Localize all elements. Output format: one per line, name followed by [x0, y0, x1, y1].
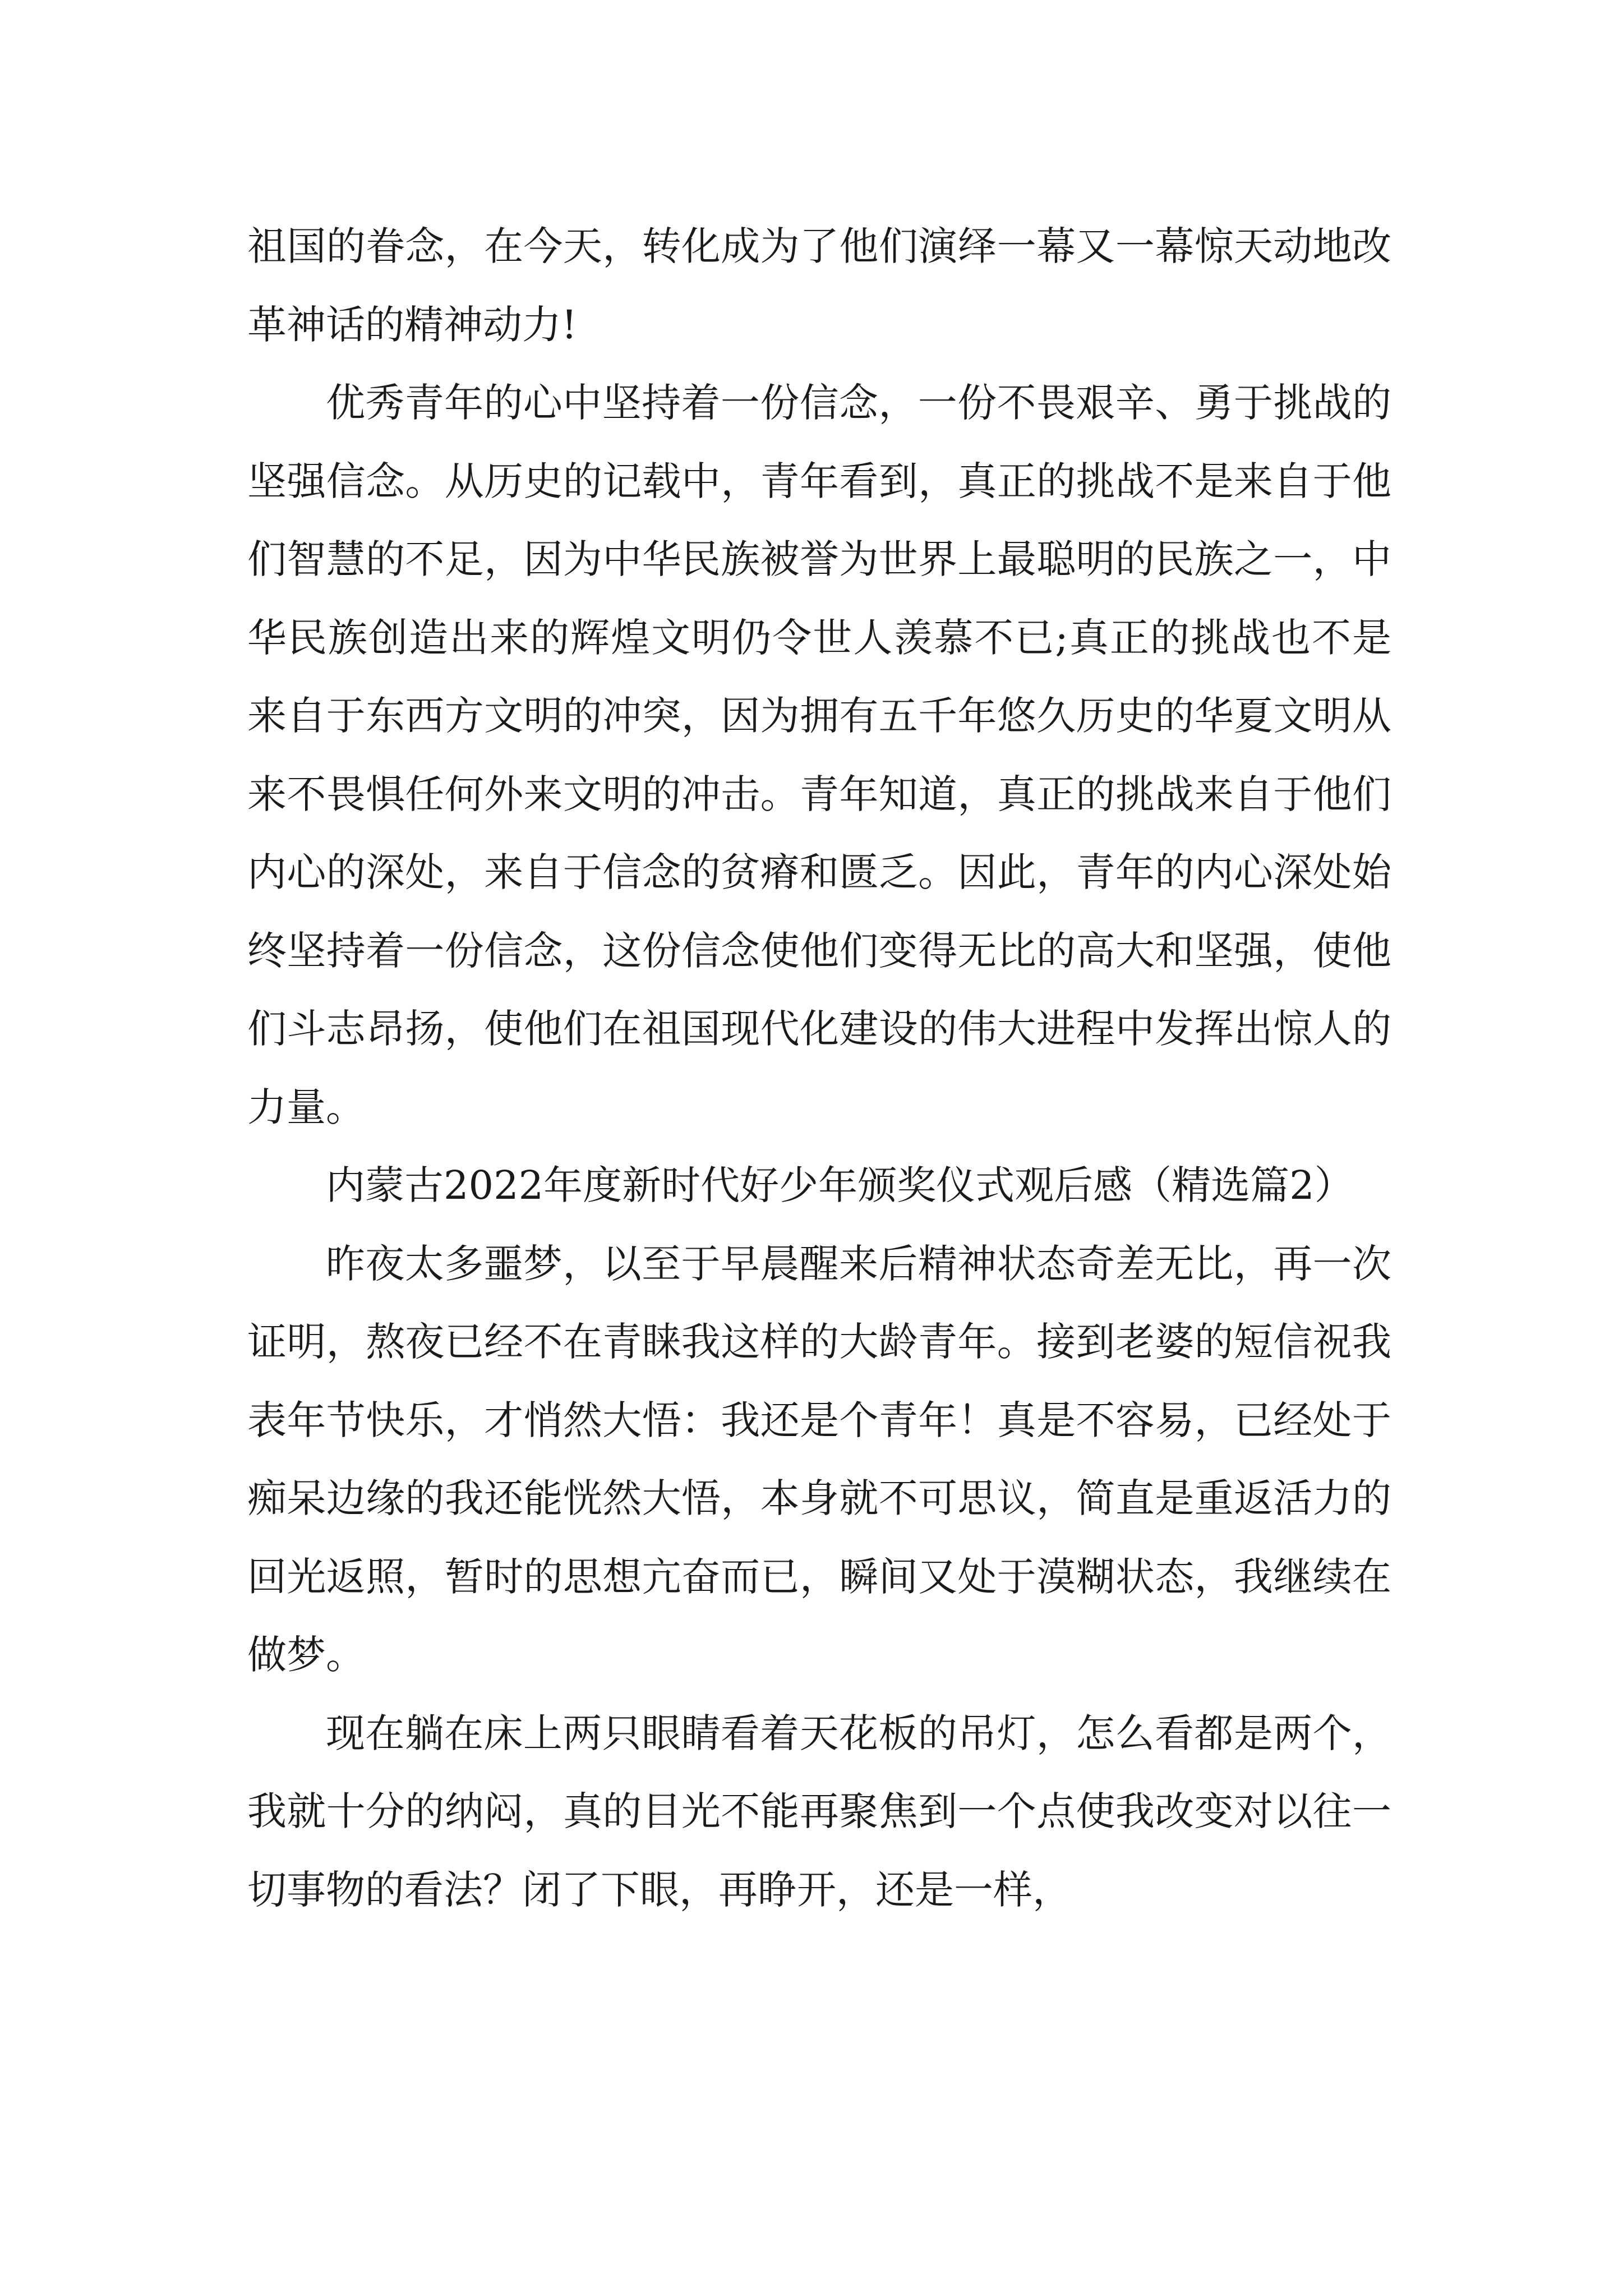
paragraph-belief: 优秀青年的心中坚持着一份信念，一份不畏艰辛、勇于挑战的坚强信念。从历史的记载中，青年看到，真正的挑战不是来自于他们智慧的不足，因为中华民族被誉为世界上最聪明的民族之一，中华民族创造出来的辉煌文明仍令世人羡慕不已;真正的挑战也不是来自于东西方文明的冲突，因为拥有五千年悠久历史的华夏文明从来不畏惧任何外来文明的冲击。青年知道，真正的挑战来自于他们内心的深处，来自于信念的贫瘠和匮乏。因此，青年的内心深处始终坚持着一份信念，这份信念使他们变得无比的高大和坚强，使他们斗志昂扬，使他们在祖国现代化建设的伟大进程中发挥出惊人的力量。 — [247, 380, 1391, 1130]
paragraph-ceiling-lamp: 现在躺在床上两只眼睛看着天花板的吊灯，怎么看都是两个，我就十分的纳闷，真的目光不能再聚焦到一个点使我改变对以往一切事物的看法？闭了下眼，再睁开，还是一样， — [247, 1710, 1391, 1913]
paragraph-dream: 昨夜太多噩梦，以至于早晨醒来后精神状态奇差无比，再一次证明，熬夜已经不在青睐我这样的大龄青年。接到老婆的短信祝我表年节快乐，才悄然大悟：我还是个青年！真是不容易，已经处于痴呆边缘的我还能恍然大悟，本身就不可思议，简直是重返活力的回光返照，暂时的思想亢奋而已，瞬间又处于漠糊状态，我继续在做梦。 — [247, 1240, 1391, 1678]
section-heading: 内蒙古2022年度新时代好少年颁奖仪式观后感（精选篇2） — [326, 1162, 1354, 1208]
document-body — [247, 208, 1391, 1929]
paragraph-continuation: 祖国的眷念，在今天，转化成为了他们演绎一幕又一幕惊天动地改革神话的精神动力! — [247, 223, 1391, 348]
